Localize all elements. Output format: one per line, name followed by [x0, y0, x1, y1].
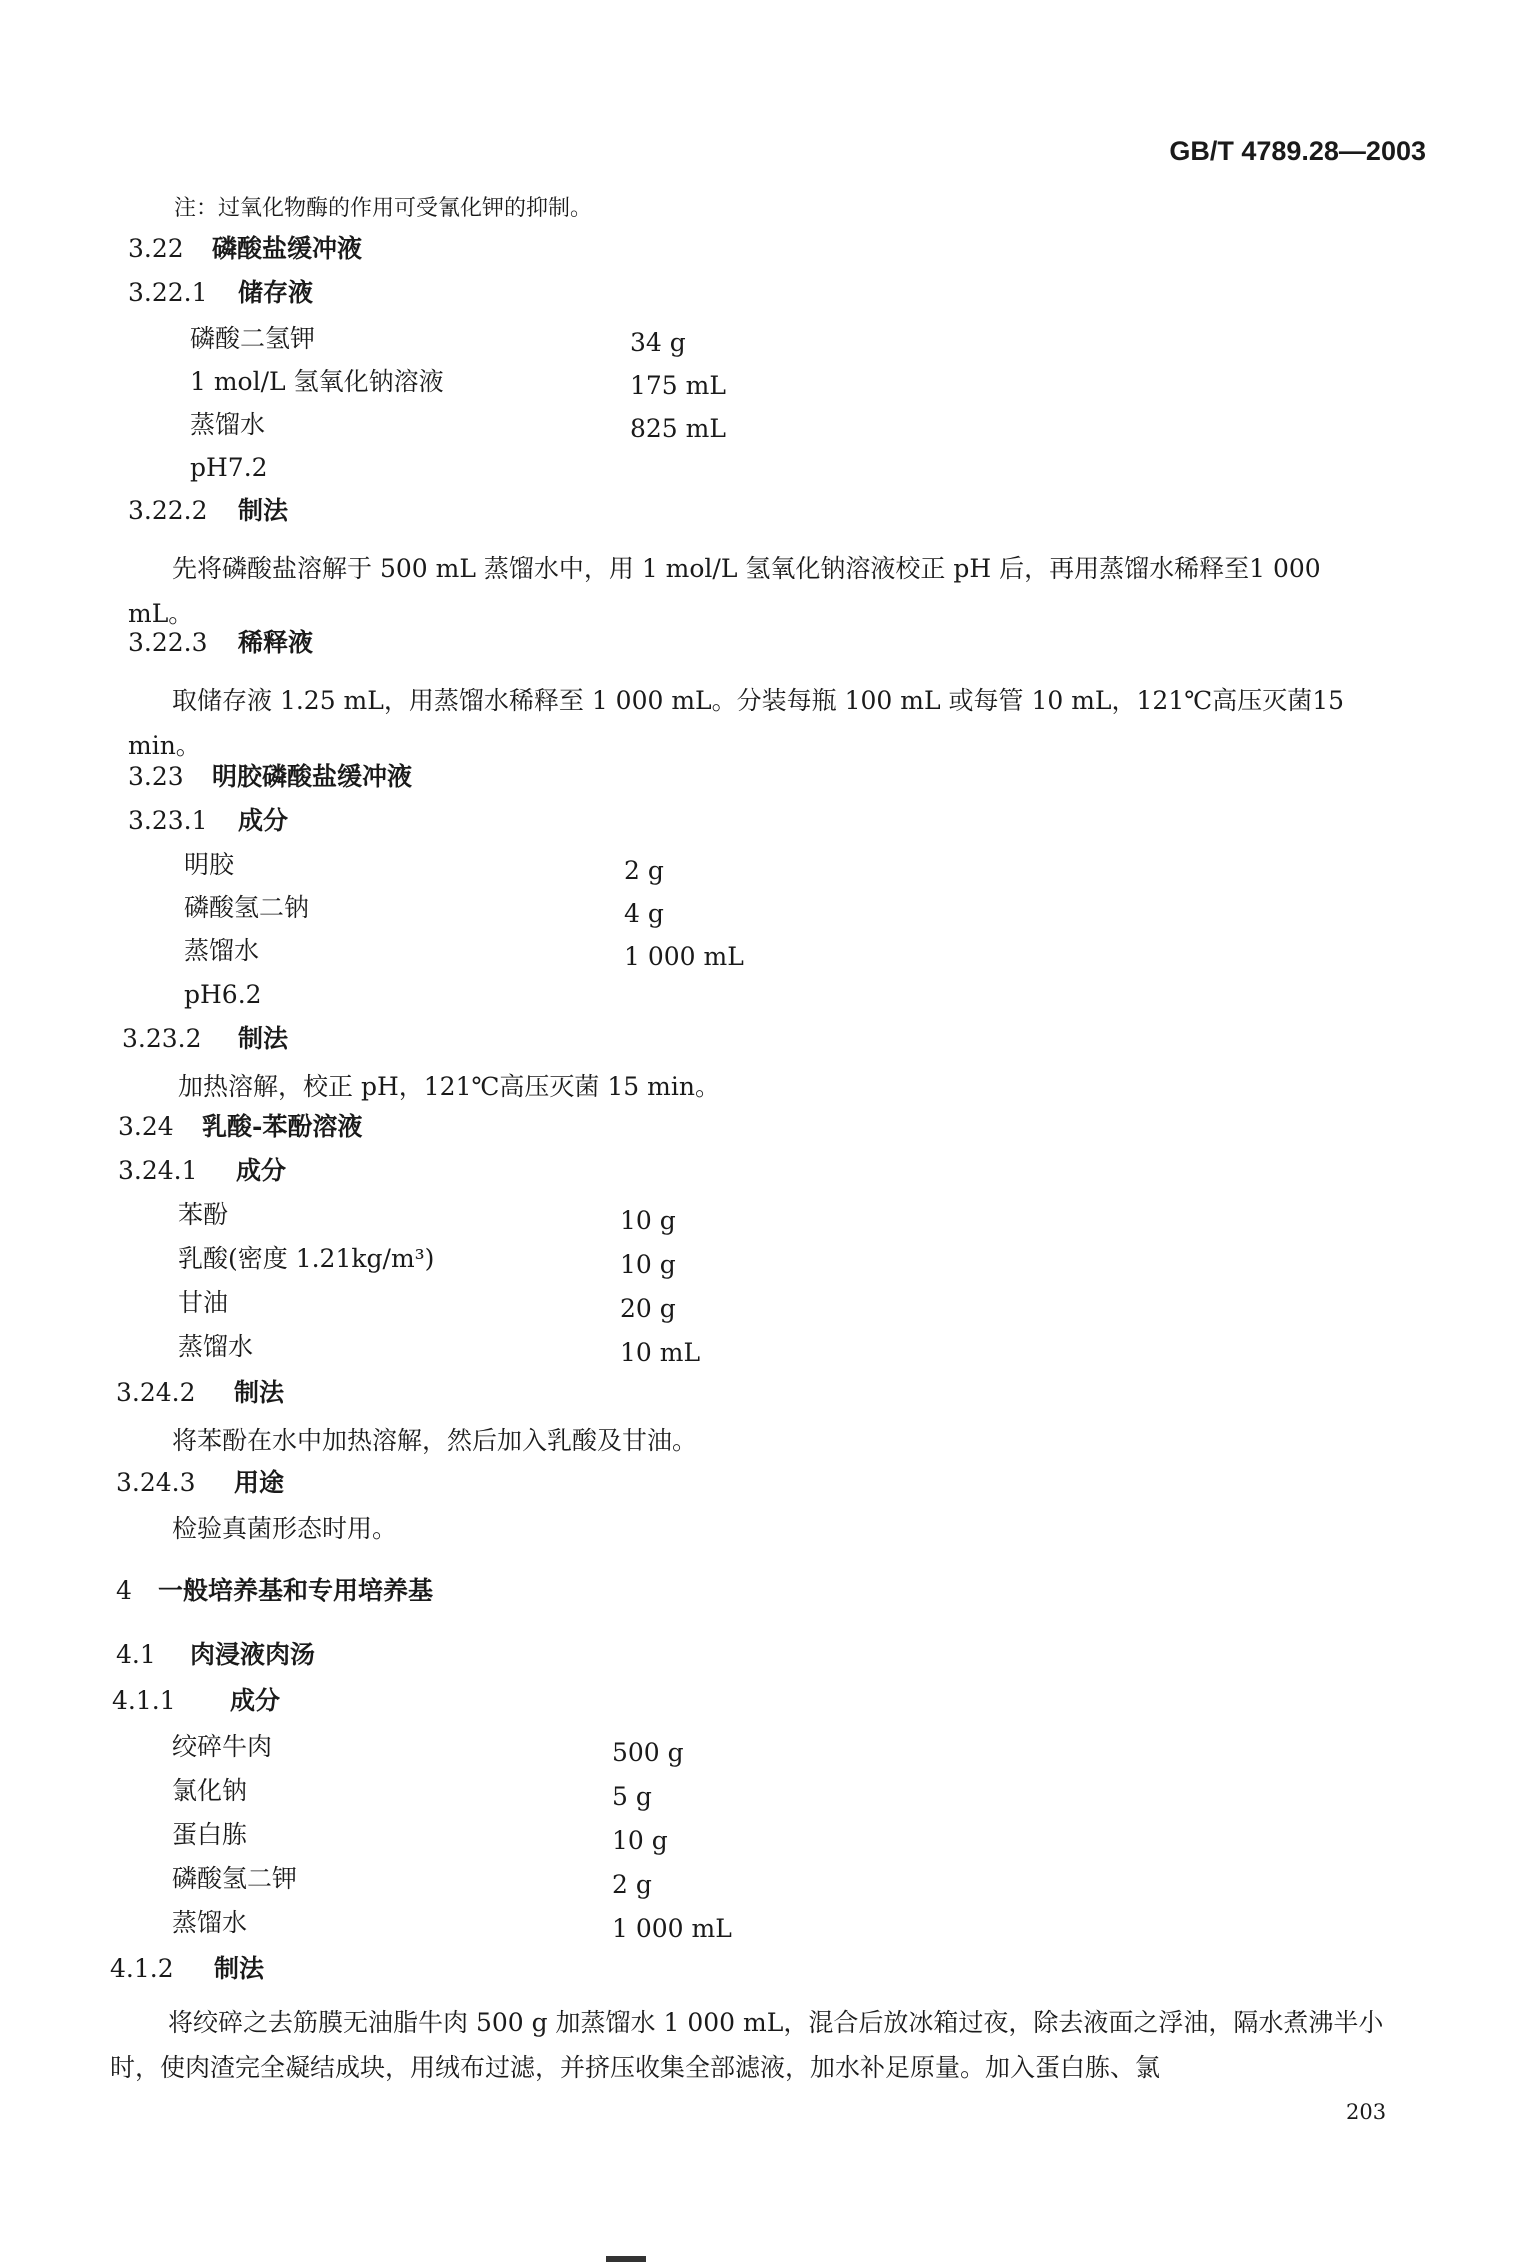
ingredient-amount: 34 g — [630, 328, 686, 357]
subsection-heading: 3.22.2 制法 — [128, 496, 289, 525]
section-heading: 4.1 肉浸液肉汤 — [116, 1640, 316, 1669]
chapter-heading: 4 一般培养基和专用培养基 — [116, 1576, 434, 1605]
ingredient-amount: 20 g — [620, 1294, 676, 1323]
subsection-heading: 3.24.2 制法 — [116, 1378, 285, 1407]
subsection-heading: 3.22.1 储存液 — [128, 278, 314, 307]
ingredient-name: 蒸馏水 — [184, 936, 260, 965]
ingredient-name: 磷酸二氢钾 — [190, 324, 316, 353]
ingredient-name: 磷酸氢二钾 — [172, 1864, 298, 1893]
paragraph: 取储存液 1.25 mL，用蒸馏水稀释至 1 000 mL。分装每瓶 100 mL 或每管 10 mL，121℃高压灭菌15 min。 — [128, 686, 1345, 760]
ingredient-name: 蛋白胨 — [172, 1820, 248, 1849]
ingredient-name: 蒸馏水 — [172, 1908, 248, 1937]
ingredient-amount: 10 g — [612, 1826, 668, 1855]
ph-value: pH6.2 — [184, 980, 262, 1009]
ingredient-name: 蒸馏水 — [178, 1332, 254, 1361]
page-number: 203 — [1346, 2100, 1387, 2124]
ingredient-amount: 825 mL — [630, 414, 726, 443]
ingredient-name: 蒸馏水 — [190, 410, 266, 439]
ingredient-amount: 1 000 mL — [612, 1914, 732, 1943]
ingredient-amount: 10 mL — [620, 1338, 701, 1367]
ingredient-name: 磷酸氢二钠 — [184, 893, 310, 922]
ingredient-amount: 500 g — [612, 1738, 684, 1767]
ingredient-amount: 10 g — [620, 1206, 676, 1235]
subsection-heading: 4.1.1 成分 — [112, 1686, 281, 1715]
subsection-heading: 3.24.3 用途 — [116, 1468, 285, 1497]
paragraph: 将苯酚在水中加热溶解，然后加入乳酸及甘油。 — [172, 1426, 698, 1455]
ingredient-amount: 2 g — [624, 856, 664, 885]
paragraph: 加热溶解，校正 pH，121℃高压灭菌 15 min。 — [178, 1072, 720, 1101]
ingredient-name: 明胶 — [184, 850, 235, 879]
ingredient-amount: 175 mL — [630, 371, 726, 400]
ingredient-name: 甘油 — [178, 1288, 229, 1317]
ingredient-name: 氯化钠 — [172, 1776, 248, 1805]
standard-number: GB/T 4789.28—2003 — [1169, 136, 1426, 166]
subsection-heading: 3.23.2 制法 — [122, 1024, 289, 1053]
subsection-heading: 3.22.3 稀释液 — [128, 628, 314, 657]
paragraph: 将绞碎之去筋膜无油脂牛肉 500 g 加蒸馏水 1 000 mL，混合后放冰箱过夜，除去液面之浮油，隔水煮沸半小时，使肉渣完全凝结成块，用绒布过滤，并挤压收集全部滤液，加水补足原量。加入蛋白胨、氯 — [110, 2008, 1384, 2082]
ingredient-name: 苯酚 — [178, 1200, 229, 1229]
paragraph: 检验真菌形态时用。 — [172, 1514, 398, 1543]
ingredient-amount: 4 g — [624, 899, 664, 928]
ingredient-name: 乳酸(密度 1.21kg/m³) — [178, 1244, 435, 1273]
section-heading: 3.23 明胶磷酸盐缓冲液 — [128, 762, 413, 791]
ingredient-amount: 2 g — [612, 1870, 652, 1899]
ingredient-amount: 1 000 mL — [624, 942, 744, 971]
note: 注：过氧化物酶的作用可受氰化钾的抑制。 — [174, 196, 593, 221]
ingredient-amount: 10 g — [620, 1250, 676, 1279]
ingredient-name: 绞碎牛肉 — [172, 1732, 273, 1761]
ingredient-amount: 5 g — [612, 1782, 652, 1811]
scan-mark — [606, 2256, 646, 2262]
paragraph: 先将磷酸盐溶解于 500 mL 蒸馏水中，用 1 mol/L 氢氧化钠溶液校正 pH 后，再用蒸馏水稀释至1 000 mL。 — [128, 554, 1321, 628]
ph-value: pH7.2 — [190, 453, 268, 482]
ingredient-name: 1 mol/L 氢氧化钠溶液 — [190, 367, 444, 396]
subsection-heading: 3.24.1 成分 — [118, 1156, 287, 1185]
subsection-heading: 3.23.1 成分 — [128, 806, 289, 835]
section-heading: 3.22 磷酸盐缓冲液 — [128, 234, 363, 263]
subsection-heading: 4.1.2 制法 — [110, 1954, 265, 1983]
section-heading: 3.24 乳酸-苯酚溶液 — [118, 1112, 363, 1141]
